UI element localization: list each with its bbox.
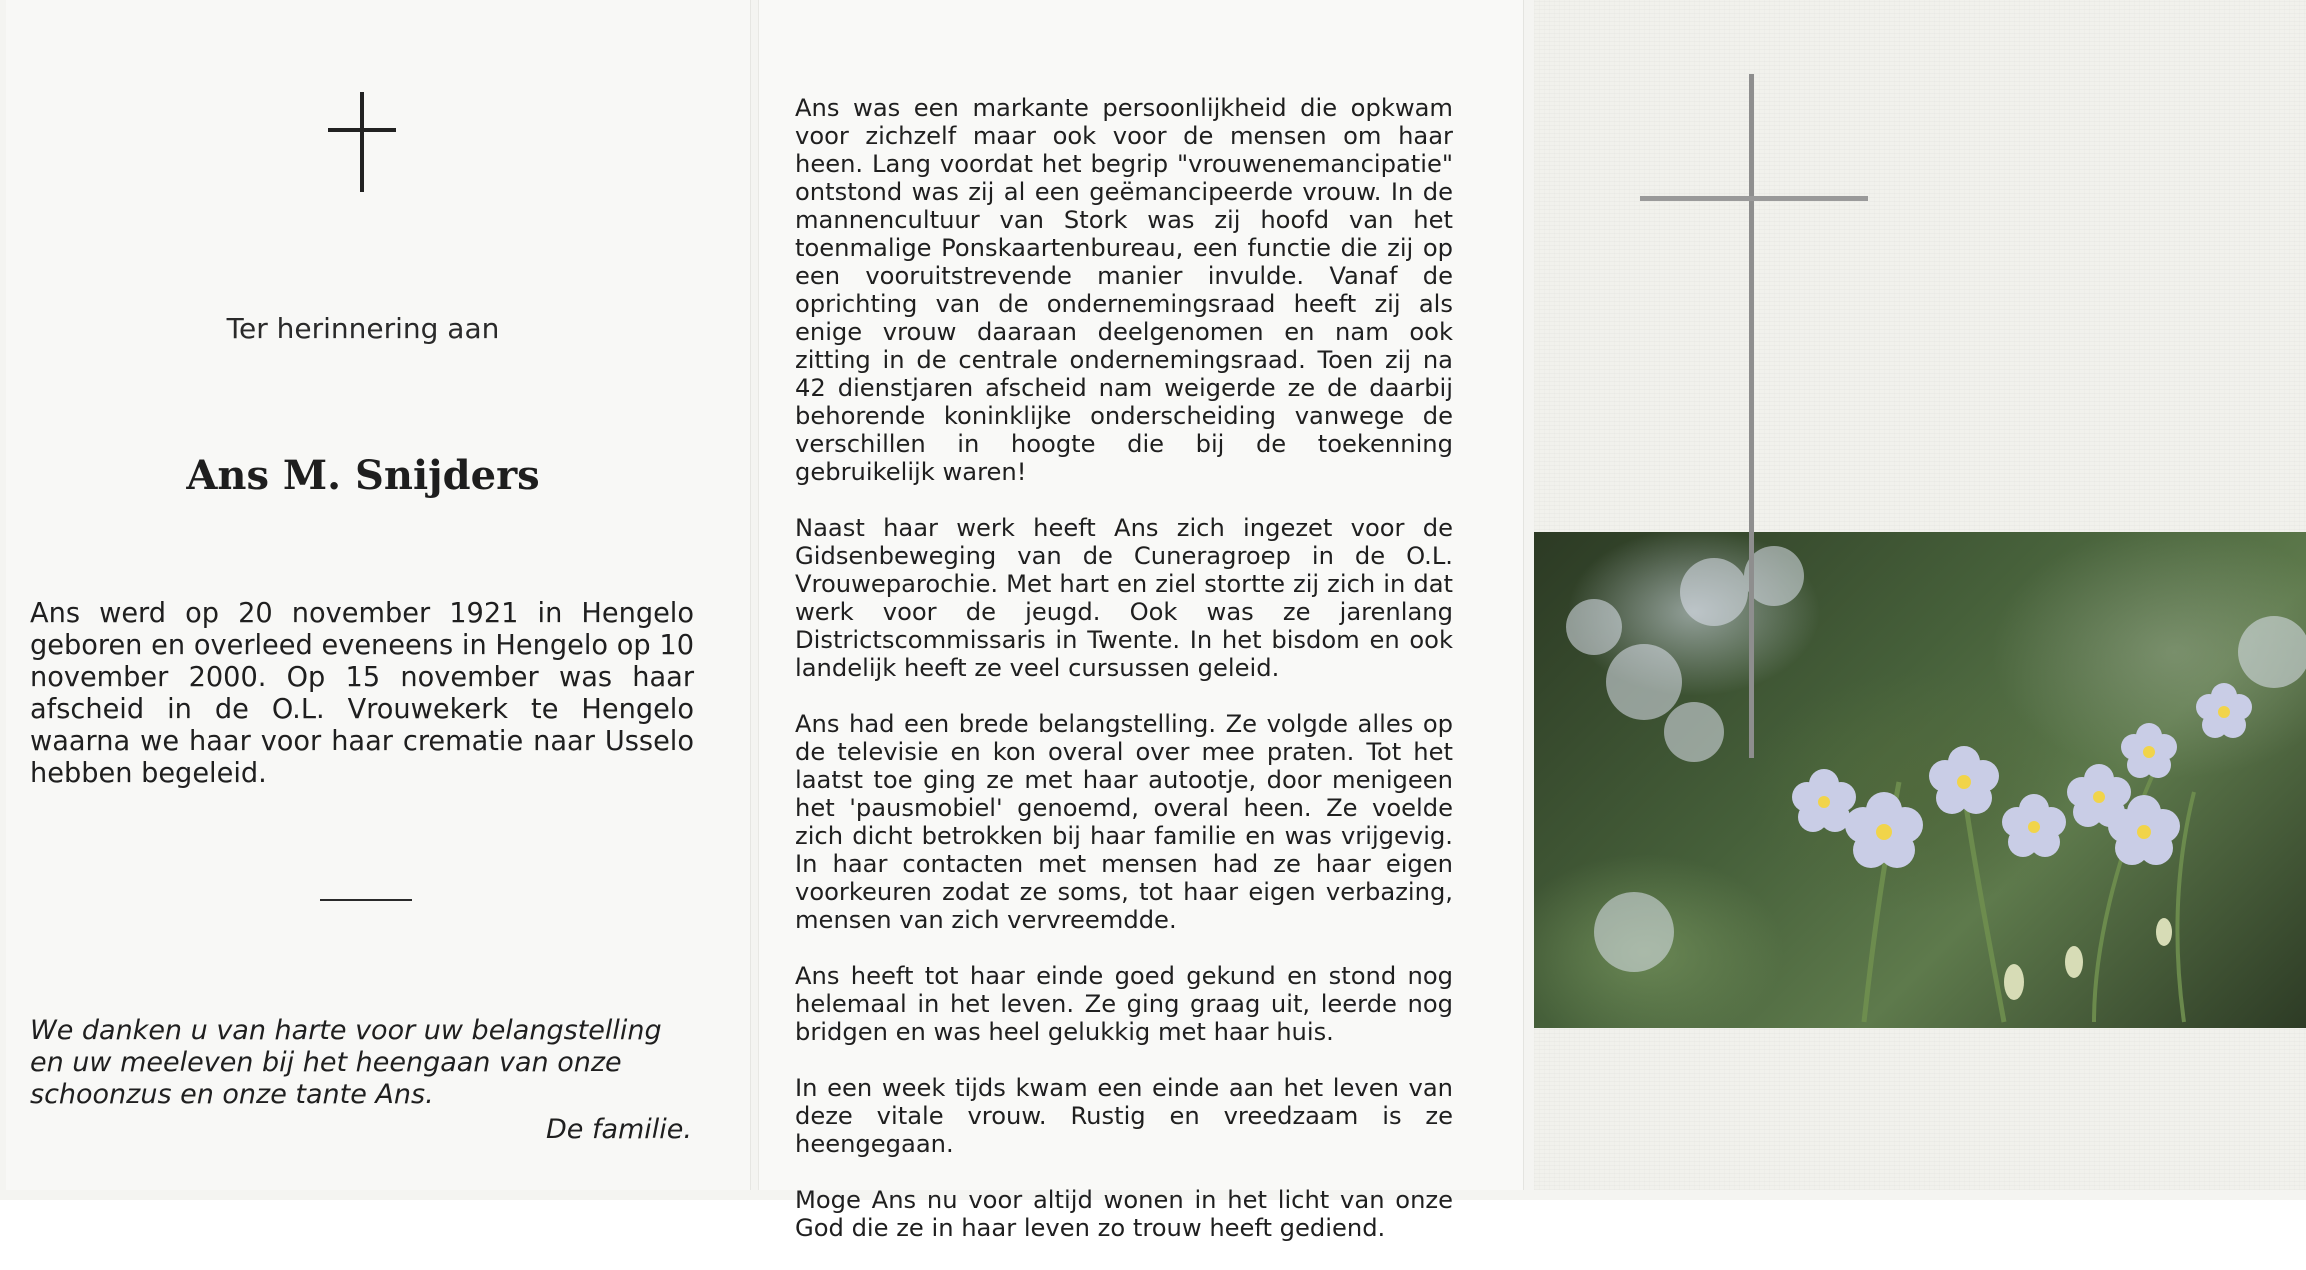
biography-text: Ans werd op 20 november 1921 in Hengelo geboren en overleed eveneens in Hengelo op 10 november 2000. Op 15 november was haar afscheid in de O.L. Vrouwekerk te Hengelo waarna we haar voor haar crematie naar Usselo hebben begeleid. (30, 598, 694, 789)
left-panel (6, 0, 751, 1190)
cross-icon-large-vertical (1749, 74, 1754, 758)
paragraph-6: Moge Ans nu voor altijd wonen in het licht van onze God die ze in haar leven zo trouw heeft gediend. (795, 1186, 1453, 1242)
memorial-text (795, 94, 1453, 1270)
flowers-illustration (1534, 532, 2306, 1028)
paragraph-1: Ans was een markante persoonlijkheid die opkwam voor zichzelf maar ook voor de mensen om haar heen. Lang voordat het begrip "vrouwenemancipatie" ontstond was zij al een geëmancipeerde vrouw. In de mannencultuur van Stork was zij hoofd van het toenmalige Ponskaartenbureau, een functie die zij op een vooruitstrevende manier invulde. Vanaf de oprichting van de ondernemingsraad heeft zij als enige vrouw daaraan deelgenomen en nam ook zitting in de centrale ondernemingsraad. Toen zij na 42 dienstjaren afscheid nam weigerde ze de daarbij behorende koninklijke onderscheiding vanwege de verschillen in hoogte die bij de toekenning gebruikelijk waren! (795, 94, 1453, 486)
paragraph-4: Ans heeft tot haar einde goed gekund en stond nog helemaal in het leven. Ze ging graag uit, leerde nog bridgen en was heel gelukkig met haar huis. (795, 962, 1453, 1046)
divider (320, 899, 412, 901)
cross-icon-large-horizontal (1640, 196, 1868, 201)
signature: De familie. (545, 1114, 692, 1145)
thanks-text: We danken u van harte voor uw belangstelling en uw meeleven bij het heengaan van onze schoonzus en onze tante Ans. (30, 1015, 662, 1110)
paragraph-3: Ans had een brede belangstelling. Ze volgde alles op de televisie en kon overal over mee praten. Tot het laatst toe ging ze met haar autootje, door menigeen het 'pausmobiel' genoemd, overal heen. Ze voelde zich dicht betrokken bij haar familie en was vrijgevig. In haar contacten met mensen had ze haar eigen voorkeuren zodat ze soms, tot haar eigen verbazing, mensen van zich vervreemdde. (795, 710, 1453, 934)
right-panel (1534, 0, 2306, 1190)
paragraph-5: In een week tijds kwam een einde aan het leven van deze vitale vrouw. Rustig en vreedzaam is ze heengegaan. (795, 1074, 1453, 1158)
deceased-name: Ans M. Snijders (186, 452, 540, 499)
paragraph-2: Naast haar werk heeft Ans zich ingezet voor de Gidsenbeweging van de Cuneragroep in de O.L. Vrouweparochie. Met hart en ziel stortte zij zich in dat werk voor de jeugd. Ook was ze jarenlang Districtscommissaris in Twente. In het bisdom en ook landelijk heeft ze veel cursussen geleid. (795, 514, 1453, 682)
forget-me-not-photo (1534, 532, 2306, 1028)
cross-icon (328, 92, 396, 192)
middle-panel (758, 0, 1524, 1242)
intro-text: Ter herinnering aan (226, 312, 500, 345)
